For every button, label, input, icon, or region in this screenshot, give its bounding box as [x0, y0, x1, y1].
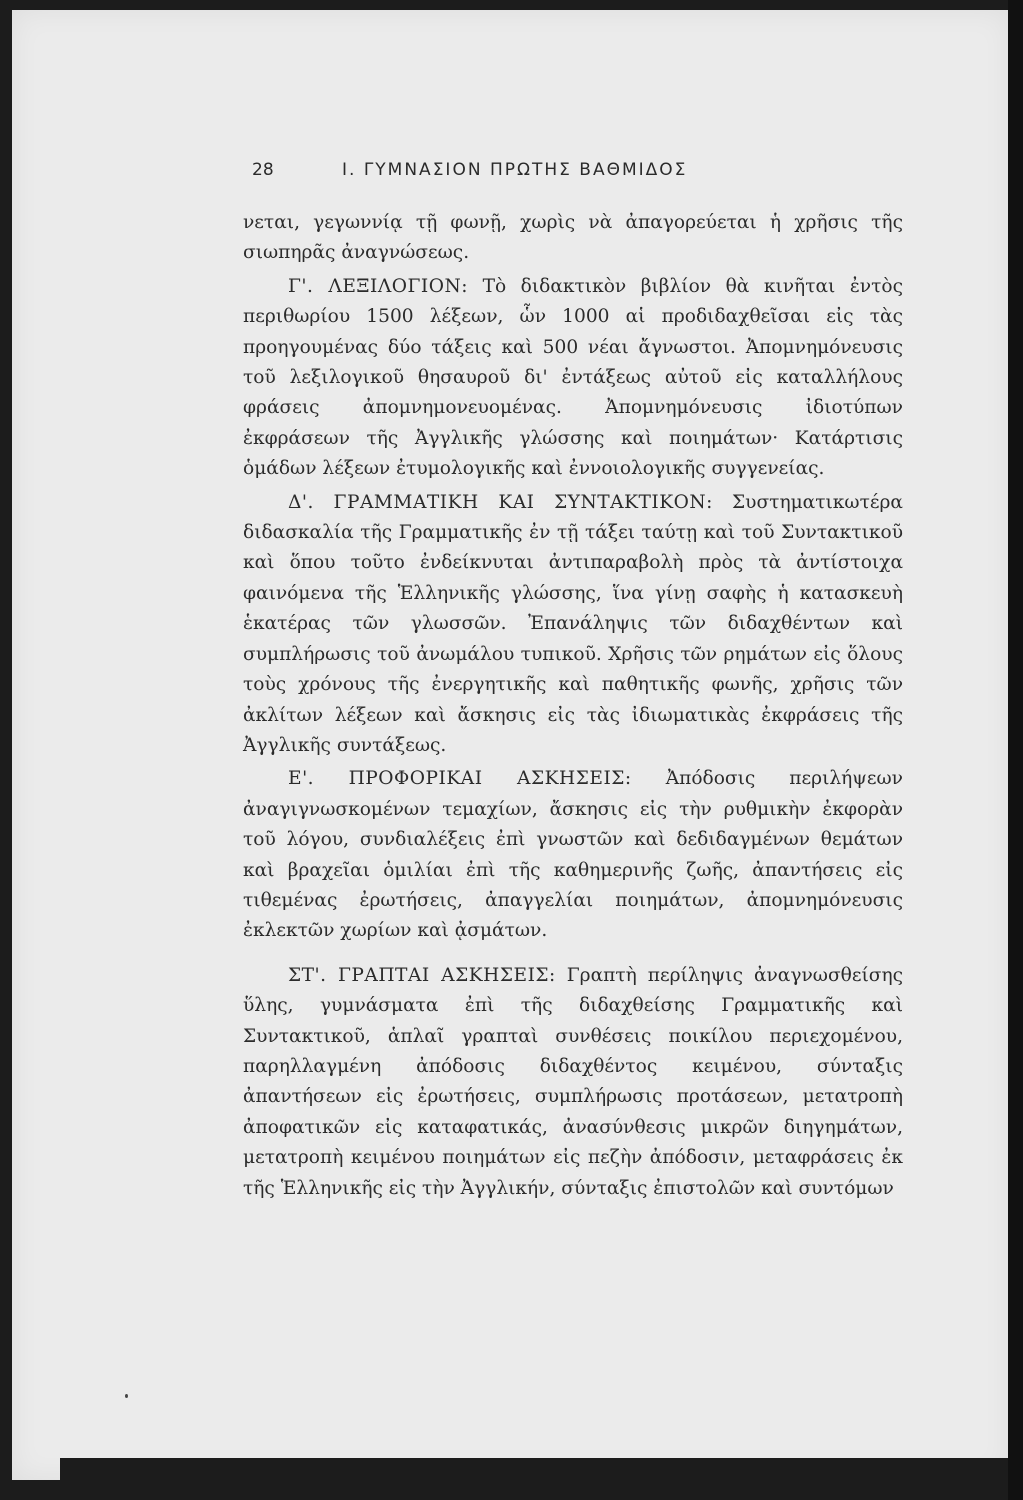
paragraph-text: Ἀπόδοσις περιλήψεων ἀναγιγνωσκομένων τεμαχίων, ἄσκησις εἰς τὴν ρυθμικὴν ἐκφορὰν τοῦ λόγου, συνδιαλέξεις ἐπὶ γνωστῶν καὶ δεδιδαγμένων θεμάτων καὶ βραχεῖαι ὁμιλίαι ἐπὶ τῆς καθημερινῆς ζωῆς, ἀπαντήσεις εἰς τιθεμένας ἐρωτήσεις, ἀπαγγελίαι ποιημάτων, ἀπομνημόνευσις ἐκλεκτῶν χωρίων καὶ ᾀσμάτων. — [243, 768, 903, 942]
paragraph-oral-exercises — [243, 764, 903, 946]
scan-edge-right — [1008, 0, 1023, 1500]
paragraph-text: Τὸ διδακτικὸν βιβλίον θὰ κινῆται ἐντὸς περιθωρίου 1500 λέξεων, ὧν 1000 αἱ προδιδαχθεῖσαι εἰς τὰς προηγουμένας δύο τάξεις καὶ 500 νέαι ἄγνωστοι. Ἀπομνημόνευσις τοῦ λεξιλογικοῦ θησαυροῦ δι' ἐντάξεως αὐτοῦ εἰς καταλλήλους φράσεις ἀπομνημονευομένας. Ἀπομνημόνευσις ἰδιοτύπων ἐκφράσεων τῆς Ἀγγλικῆς γλώσσης καὶ ποιημάτων· Κατάρτισις ὁμάδων λέξεων ἐτυμολογικῆς καὶ ἐννοιολογικῆς συγγενείας. — [243, 275, 903, 480]
section-heading: Γ'. ΛΕΞΙΛΟΓΙΟΝ: — [288, 275, 469, 297]
page-number: 28 — [252, 160, 274, 180]
page-body — [243, 208, 903, 1204]
paragraph-text: Συστηματικωτέρα διδασκαλία τῆς Γραμματικῆς ἐν τῇ τάξει ταύτῃ καὶ τοῦ Συντακτικοῦ καὶ ὅπου τοῦτο ἐνδείκνυται ἀντιπαραβολὴ πρὸς τὰ ἀντίστοιχα φαινόμενα τῆς Ἑλληνικῆς γλώσσης, ἵνα γίνῃ σαφὴς ἡ κατασκευὴ ἑκατέρας τῶν γλωσσῶν. Ἐπανάληψις τῶν διδαχθέντων καὶ συμπλήρωσις τοῦ ἀνωμάλου τυπικοῦ. Χρῆσις τῶν ρημάτων εἰς ὅλους τοὺς χρόνους τῆς ἐνεργητικῆς καὶ παθητικῆς φωνῆς, χρῆσις τῶν ἀκλίτων λέξεων καὶ ἄσκησις εἰς τὰς ἰδιωματικὰς ἐκφράσεις τῆς Ἀγγλικῆς συντάξεως. — [243, 491, 903, 756]
section-heading: ΣΤ'. ΓΡΑΠΤΑΙ ΑΣΚΗΣΕΙΣ: — [288, 964, 556, 986]
paragraph-text: Γραπτὴ περίληψις ἀναγνωσθείσης ὕλης, γυμνάσματα ἐπὶ τῆς διδαχθείσης Γραμματικῆς καὶ Συντακτικοῦ, ἁπλαῖ γραπταὶ συνθέσεις ποικίλου περιεχομένου, παρηλλαγμένη ἀπόδοσις διδαχθέντος κειμένου, σύνταξις ἀπαντήσεων εἰς ἐρωτήσεις, συμπλήρωσις προτάσεων, μετατροπὴ ἀποφατικῶν εἰς καταφατικάς, ἀνασύνθεσις μικρῶν διηγημάτων, μετατροπὴ κειμένου ποιημάτων εἰς πεζὴν ἀπόδοσιν, μεταφράσεις ἐκ τῆς Ἑλληνικῆς εἰς τὴν Ἀγγλικήν, σύνταξις ἐπιστολῶν καὶ συντόμων — [243, 964, 903, 1199]
ink-speck — [125, 1394, 128, 1398]
scan-shadow-bottom — [60, 1458, 1023, 1500]
paragraph-continuation — [243, 208, 903, 269]
paragraph-text: νεται, γεγωννίᾳ τῇ φωνῇ, χωρὶς νὰ ἀπαγορεύεται ἡ χρῆσις τῆς σιωπηρᾶς ἀναγνώσεως. — [243, 212, 903, 264]
running-header — [252, 160, 902, 180]
section-heading: Δ'. ΓΡΑΜΜΑΤΙΚΗ ΚΑΙ ΣΥΝΤΑΚΤΙΚΟΝ: — [288, 491, 713, 513]
chapter-title: Ι. ΓΥΜΝΑΣΙΟΝ ΠΡΩΤΗΣ ΒΑΘΜΙΔΟΣ — [342, 160, 688, 180]
paragraph-written-exercises — [243, 961, 903, 1204]
paragraph-grammar — [243, 488, 903, 762]
paragraph-vocabulary — [243, 272, 903, 485]
section-heading: Ε'. ΠΡΟΦΟΡΙΚΑΙ ΑΣΚΗΣΕΙΣ: — [288, 768, 632, 790]
